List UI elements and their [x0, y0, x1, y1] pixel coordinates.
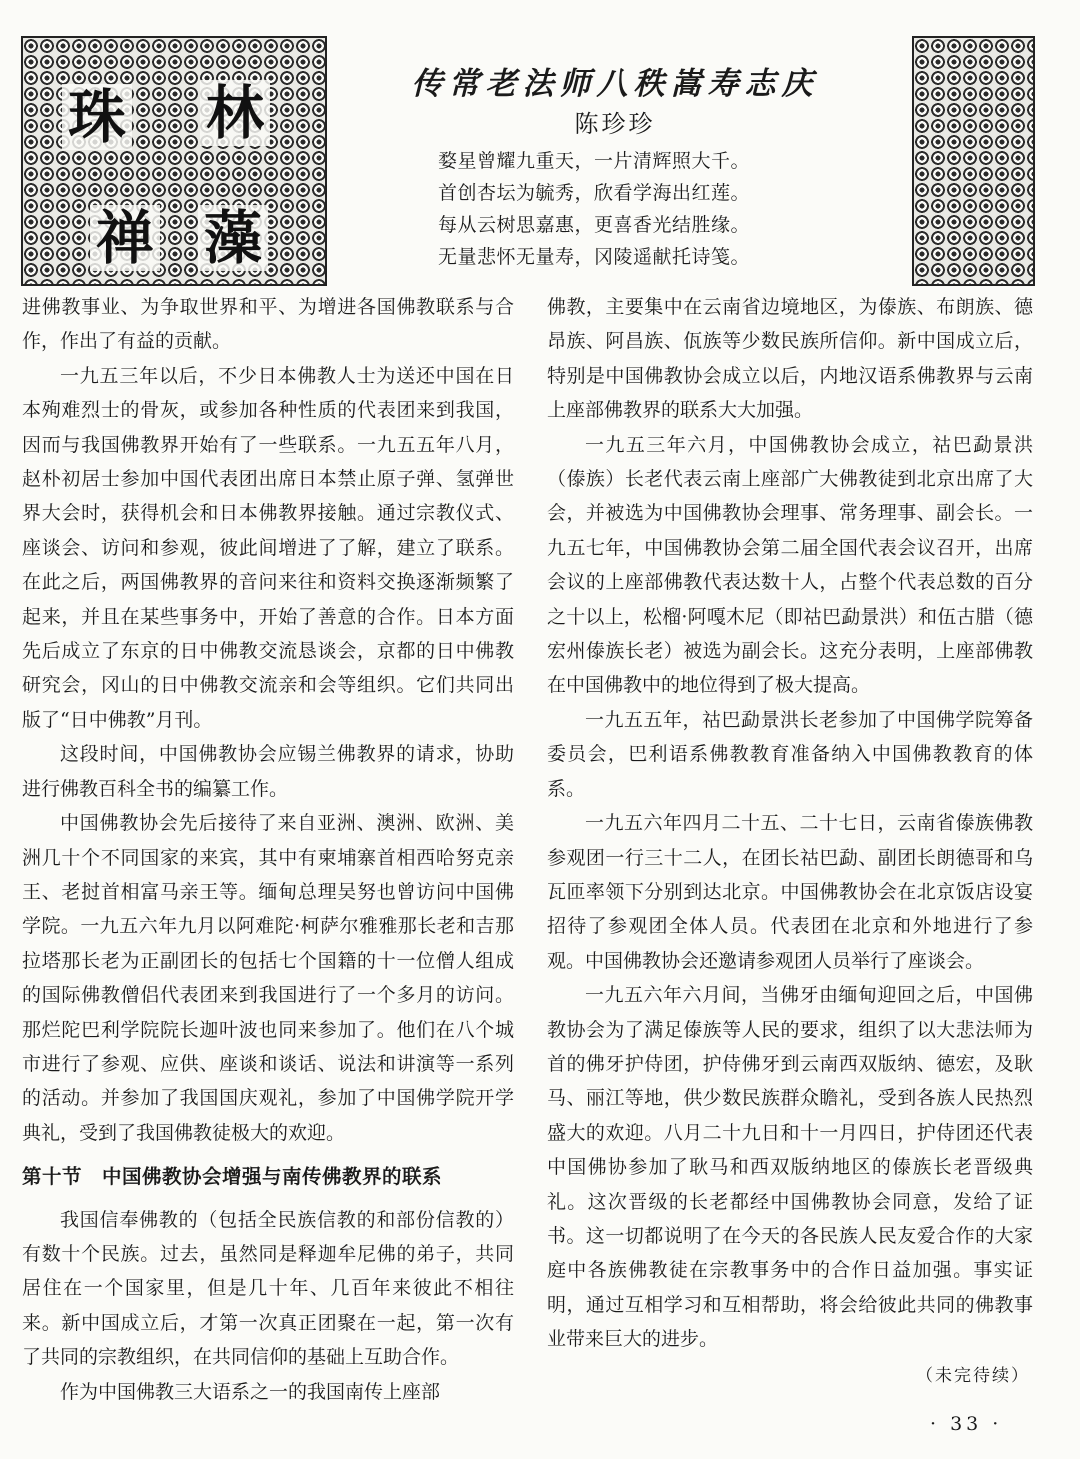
- poem-line: 每从云树思嘉惠，更喜香光结胜缘。: [438, 214, 751, 236]
- body-paragraph: 一九五六年六月间，当佛牙由缅甸迎回之后，中国佛教协会为了满足傣族等人民的要求，组织了以大悲法师为首的佛牙护侍团，护侍佛牙到云南西双版纳、德宏，及耿马、丽江等地，供少数民族群众瞻礼，受到各族人民热烈盛大的欢迎。八月二十九日和十一月四日，护侍团还代表中国佛协参加了耿马和西双版纳地区的傣族长老晋级典礼。这次晋级的长老都经中国佛教协会同意，发给了证书。这一切都说明了在今天的各民族人民友爱合作的大家庭中各族佛教徒在宗教事务中的合作日益加强。事实证明，通过互相学习和互相帮助，将会给彼此共同的佛教事业带来巨大的进步。: [547, 984, 1033, 1351]
- right-text-column: [547, 290, 1033, 1357]
- poem-line: 首创杏坛为毓秀，欣看学海出红莲。: [438, 182, 751, 204]
- body-paragraph: 一九五三年以后，不少日本佛教人士为送还中国在日本殉难烈士的骨灰，或参加各种性质的代表团来到我国，因而与我国佛教界开始有了一些联系。一九五五年八月，赵朴初居士参加中国代表团出席日本禁止原子弹、氢弹世界大会时，获得机会和日本佛教界接触。通过宗教仪式、座谈会、访问和参观，彼此间增进了了解，建立了联系。在此之后，两国佛教界的音问来往和资料交换逐渐频繁了起来，并且在某些事务中，开始了善意的合作。日本方面先后成立了东京的日中佛教交流恳谈会，京都的日中佛教研究会，冈山的日中佛教交流亲和会等组织。它们共同出版了“日中佛教”月刊。: [22, 364, 514, 731]
- decorative-pattern-side-panel: [912, 36, 1035, 286]
- to-be-continued-note: （未完待续）: [916, 1366, 1030, 1386]
- section-heading: 第十节 中国佛教协会增强与南传佛教界的联系: [22, 1165, 443, 1189]
- body-paragraph: 佛教，主要集中在云南省边境地区，为傣族、布朗族、德昂族、阿昌族、佤族等少数民族所信仰。新中国成立后，特别是中国佛教协会成立以后，内地汉语系佛教界与云南上座部佛教界的联系大大加强。: [547, 296, 1033, 422]
- poem-line: 婺星曾耀九重天，一片清辉照大千。: [438, 150, 751, 172]
- body-paragraph: 我国信奉佛教的（包括全民族信教的和部份信教的）有数十个民族。过去，虽然同是释迦牟尼佛的弟子，共同居住在一个国家里，但是几十年、几百年来彼此不相往来。新中国成立后，才第一次真正团聚在一起，第一次有了共同的宗教组织，在共同信仰的基础上互助合作。: [22, 1208, 514, 1369]
- column-title-char: 禅: [90, 205, 160, 271]
- poem-title: 传常老法师八秩嵩寿志庆: [411, 66, 819, 102]
- poem-author: 陈珍珍: [574, 110, 656, 138]
- page-number: · 33 ·: [930, 1413, 1003, 1435]
- body-paragraph: 进佛教事业、为争取世界和平、为增进各国佛教联系与合作，作出了有益的贡献。: [22, 296, 514, 353]
- decorative-pattern-panel: [21, 36, 327, 286]
- body-paragraph: 作为中国佛教三大语系之一的我国南传上座部: [60, 1380, 441, 1403]
- column-title-char: 珠: [62, 84, 132, 150]
- column-title-char: 林: [200, 80, 270, 146]
- column-title-char: 藻: [198, 205, 268, 271]
- body-paragraph: 一九五六年四月二十五、二十七日，云南省傣族佛教参观团一行三十二人，在团长祜巴勐、副团长朗德哥和乌瓦匝率领下分别到达北京。中国佛教协会在北京饭店设宴招待了参观团全体人员。代表团在北京和外地进行了参观。中国佛教协会还邀请参观团人员举行了座谈会。: [547, 812, 1033, 972]
- left-text-column: [22, 290, 514, 1409]
- poem-line: 无量悲怀无量寿，冈陵遥献托诗笺。: [438, 246, 751, 268]
- body-paragraph: 一九五三年六月，中国佛教协会成立，祜巴勐景洪（傣族）长老代表云南上座部广大佛教徒到北京出席了大会，并被选为中国佛教协会理事、常务理事、副会长。一九五七年，中国佛教协会第二届全国代表会议召开，出席会议的上座部佛教代表达数十人，占整个代表总数的百分之十以上，松榴·阿嘎木尼（即祜巴勐景洪）和伍古腊（德宏州傣族长老）被选为副会长。这充分表明，上座部佛教在中国佛教中的地位得到了极大提高。: [547, 433, 1033, 697]
- body-paragraph: 这段时间，中国佛教协会应锡兰佛教界的请求，协助进行佛教百科全书的编纂工作。: [22, 743, 514, 800]
- body-paragraph: 一九五五年，祜巴勐景洪长老参加了中国佛学院筹备委员会，巴利语系佛教教育准备纳入中国佛教教育的体系。: [547, 708, 1033, 800]
- body-paragraph: 中国佛教协会先后接待了来自亚洲、澳洲、欧洲、美洲几十个不同国家的来宾，其中有柬埔寨首相西哈努克亲王、老挝首相富马亲王等。缅甸总理吴努也曾访问中国佛学院。一九五六年九月以阿难陀·柯萨尔雅雅那长老和吉那拉塔那长老为正副团长的包括七个国籍的十一位僧人组成的国际佛教僧侣代表团来到我国进行了一个多月的访问。那烂陀巴利学院院长迦叶波也同来参加了。他们在八个城市进行了参观、应供、座谈和谈话、说法和讲演等一系列的活动。并参加了我国国庆观礼，参加了中国佛学院开学典礼，受到了我国佛教徒极大的欢迎。: [22, 812, 514, 1144]
